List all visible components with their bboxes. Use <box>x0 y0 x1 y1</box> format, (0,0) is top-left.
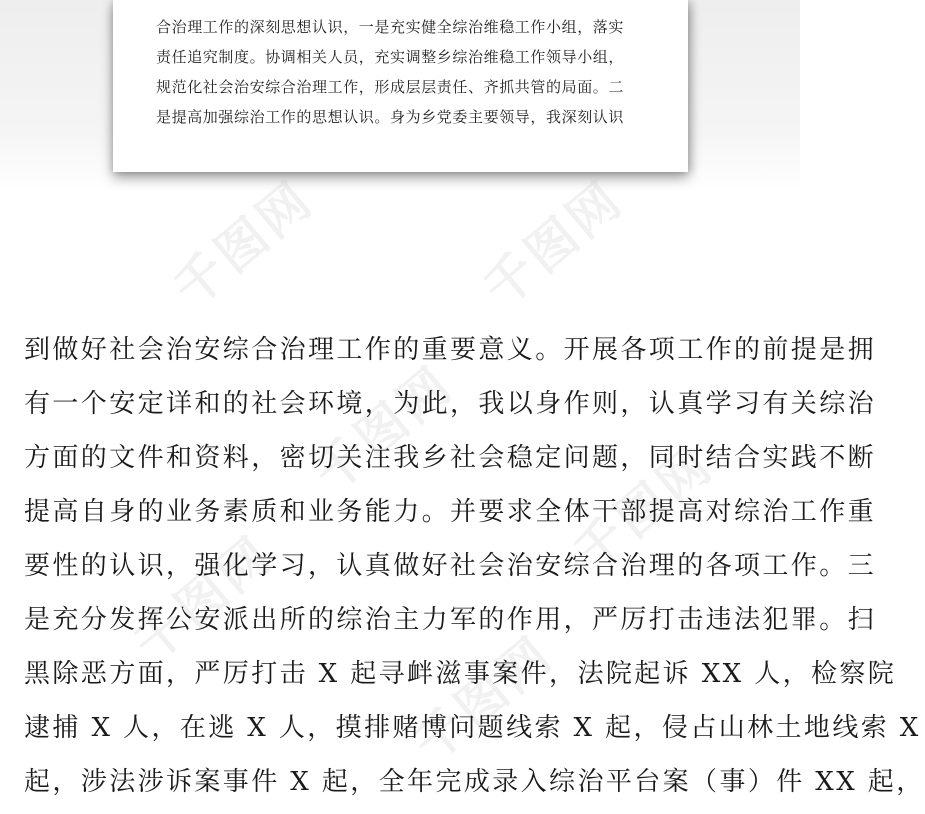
watermark-logo: 千图网 <box>162 169 325 319</box>
watermark-logo: 千图网 <box>562 434 725 584</box>
preview-line: 合治理工作的深刻思想认识，一是充实健全综治维稳工作小组，落实 <box>156 18 625 36</box>
body-line: 黑除恶方面，严厉打击 X 起寻衅滋事案件，法院起诉 XX 人，检察院 <box>24 659 897 689</box>
body-text-block <box>24 328 925 814</box>
body-line: 起，涉法涉诉案事件 X 起，全年完成录入综治平台案（事）件 XX 起， <box>24 767 925 797</box>
body-line: 提高自身的业务素质和业务能力。并要求全体干部提高对综治工作重 <box>24 497 877 527</box>
preview-text-block <box>156 12 656 132</box>
watermark-logo: 千图网 <box>472 169 635 319</box>
body-line: 是充分发挥公安派出所的综治主力军的作用，严厉打击违法犯罪。扫 <box>24 605 877 635</box>
preview-line: 是提高加强综治工作的思想认识。身为乡党委主要领导，我深刻认识 <box>156 108 625 126</box>
preview-line: 规范化社会治安综合治理工作，形成层层责任、齐抓共管的局面。二 <box>156 78 625 96</box>
watermark-logo: 千图网 <box>302 354 465 504</box>
watermark-logo: 千图网 <box>122 524 285 674</box>
body-line: 到做好社会治安综合治理工作的重要意义。开展各项工作的前提是拥 <box>24 335 877 365</box>
body-line: 要性的认识，强化学习，认真做好社会治安综合治理的各项工作。三 <box>24 551 877 581</box>
preview-line: 责任追究制度。协调相关人员，充实调整乡综治维稳工作领导小组， <box>156 48 625 66</box>
body-line: 方面的文件和资料，密切关注我乡社会稳定问题，同时结合实践不断 <box>24 443 877 473</box>
watermark-logo: 千图网 <box>402 624 565 774</box>
body-line: 逮捕 X 人，在逃 X 人，摸排赌博问题线索 X 起，侵占山林土地线索 X <box>24 713 921 743</box>
body-line: 有一个安定详和的社会环境，为此，我以身作则，认真学习有关综治 <box>24 389 877 419</box>
preview-card <box>113 0 688 172</box>
